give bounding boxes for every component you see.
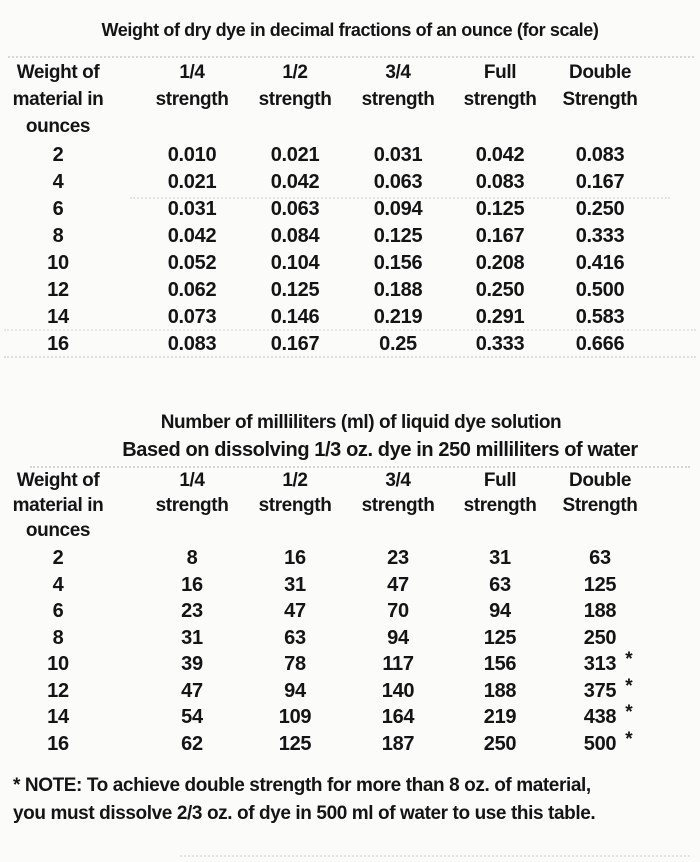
value-cell: 31 [489, 547, 511, 569]
value-cell: 0.25 [379, 333, 417, 355]
value-cell: 47 [181, 679, 203, 702]
value-cell: 0.146 [270, 306, 320, 328]
double-strength-asterisk: * [625, 675, 633, 697]
table2-body [0, 545, 700, 757]
value-cell: 250 [583, 626, 617, 649]
value-cell: 0.416 [575, 252, 625, 274]
value-cell: 23 [387, 547, 409, 569]
col-header-three-quarter-strength: 3/4 strength [361, 470, 435, 516]
value-cell: 94 [387, 626, 409, 649]
value-cell: 0.084 [270, 225, 320, 247]
value-cell: 31 [284, 573, 306, 596]
value-cell: 0.208 [475, 252, 525, 274]
table-row [0, 545, 700, 572]
value-cell: 0.666 [575, 333, 625, 355]
value-cell: 0.083 [167, 333, 217, 355]
value-cell: 117 [382, 653, 414, 675]
value-cell: 140 [381, 679, 415, 702]
value-cell: 0.167 [475, 225, 525, 247]
value-cell: 219 [483, 706, 517, 728]
value-cell: 0.291 [475, 306, 525, 328]
row-weight-oz: 10 [47, 653, 69, 675]
value-cell: 47 [387, 573, 409, 596]
value-cell: 438 * [583, 702, 633, 728]
col-header-half-strength: 1/2 strength [258, 62, 332, 110]
table-row [0, 277, 700, 304]
row-weight-oz: 6 [52, 198, 64, 220]
value-cell: 47 [284, 600, 306, 622]
double-strength-asterisk: * [625, 702, 633, 723]
table-row [0, 169, 700, 196]
value-cell: 0.219 [373, 306, 423, 328]
value-cell: 0.052 [167, 252, 217, 274]
value-cell: 0.021 [270, 144, 320, 166]
col-header-full-strength: Full strength [463, 470, 537, 516]
table-row [0, 142, 700, 169]
value-cell: 63 [489, 573, 511, 596]
table-row [0, 250, 700, 277]
value-cell: 0.333 [575, 225, 625, 247]
scan-artifact-line [130, 197, 670, 199]
row-weight-oz: 2 [52, 144, 64, 166]
value-cell: 187 [381, 732, 415, 755]
table-row [0, 704, 700, 731]
value-cell: 8 [186, 547, 198, 569]
value-cell: 0.042 [270, 171, 320, 193]
value-cell: 0.167 [270, 333, 320, 355]
row-weight-oz: 12 [47, 679, 69, 702]
note-line-1: * NOTE: To achieve double strength for more than 8 oz. of material, [13, 775, 591, 796]
table1-title: Weight of dry dye in decimal fractions of an ounce (for scale) [101, 20, 599, 40]
row-weight-oz: 14 [47, 306, 69, 328]
row-weight-oz: 4 [52, 171, 64, 193]
note-line-2: you must dissolve 2/3 oz. of dye in 500 ml of water to use this table. [13, 803, 596, 824]
value-cell: 0.063 [270, 198, 320, 220]
value-cell: 164 [381, 706, 415, 728]
row-weight-oz: 16 [47, 333, 69, 355]
col-header-double-strength: Double Strength [562, 470, 638, 516]
col-header-material-weight: Weight of material in ounces [12, 62, 104, 137]
value-cell: 54 [181, 706, 203, 728]
col-header-material-weight: Weight of material in ounces [12, 470, 104, 541]
table1-body [0, 142, 700, 358]
double-strength-asterisk: * [625, 728, 633, 750]
scan-artifact-line [4, 356, 696, 358]
double-strength-note [13, 772, 693, 828]
col-header-full-strength: Full strength [463, 62, 537, 110]
value-cell: 0.583 [575, 306, 625, 328]
value-cell: 31 [181, 626, 203, 649]
table-row [0, 728, 700, 758]
row-weight-oz: 8 [52, 225, 64, 247]
table-row [0, 675, 700, 705]
table2-header-row [0, 468, 700, 545]
double-strength-asterisk: * [625, 649, 633, 670]
value-cell: 0.125 [373, 225, 423, 247]
value-cell: 0.250 [475, 279, 525, 301]
value-cell: 250 [483, 732, 517, 755]
col-header-quarter-strength: 1/4 strength [155, 62, 229, 110]
value-cell: 0.125 [270, 279, 320, 301]
value-cell: 63 [589, 547, 611, 569]
value-cell: 156 [483, 653, 517, 675]
row-weight-oz: 10 [47, 252, 69, 274]
value-cell: 125 [278, 732, 312, 755]
value-cell: 0.031 [373, 144, 423, 166]
table-row [0, 651, 700, 678]
value-cell: 23 [181, 600, 203, 622]
value-cell: 16 [284, 547, 306, 569]
value-cell: 125 [483, 626, 517, 649]
value-cell: 0.083 [575, 144, 625, 166]
value-cell: 0.042 [167, 225, 217, 247]
table-row [0, 572, 700, 599]
table-row [0, 625, 700, 652]
table-row [0, 196, 700, 223]
value-cell: 78 [284, 653, 306, 675]
value-cell: 0.010 [167, 144, 217, 166]
value-cell: 188 [483, 679, 517, 702]
col-header-three-quarter-strength: 3/4 strength [361, 62, 435, 110]
table-row [0, 598, 700, 625]
table1-header-row [0, 59, 700, 142]
table-row [0, 304, 700, 331]
table2-title: Number of milliliters (ml) of liquid dye solution [160, 412, 562, 433]
row-weight-oz: 6 [52, 600, 64, 622]
row-weight-oz: 8 [52, 626, 64, 649]
table-row [0, 223, 700, 250]
value-cell: 375 * [583, 675, 633, 702]
value-cell: 313 * [583, 649, 633, 675]
value-cell: 0.042 [475, 144, 525, 166]
value-cell: 0.073 [167, 306, 217, 328]
value-cell: 63 [284, 626, 306, 649]
col-header-quarter-strength: 1/4 strength [155, 470, 229, 516]
value-cell: 94 [284, 679, 306, 702]
value-cell: 0.500 [575, 279, 625, 301]
row-weight-oz: 16 [47, 732, 69, 755]
value-cell: 0.333 [475, 333, 525, 355]
value-cell: 62 [181, 732, 203, 755]
value-cell: 500 * [583, 728, 633, 755]
value-cell: 0.083 [475, 171, 525, 193]
value-cell: 0.062 [167, 279, 217, 301]
table-row [0, 331, 700, 358]
value-cell: 0.188 [373, 279, 423, 301]
value-cell: 0.250 [575, 198, 625, 220]
value-cell: 0.167 [575, 171, 625, 193]
scan-artifact-line [8, 56, 694, 58]
value-cell: 0.021 [167, 171, 217, 193]
value-cell: 16 [181, 573, 203, 596]
scan-artifact-line [180, 855, 690, 857]
row-weight-oz: 12 [47, 279, 69, 301]
value-cell: 0.031 [167, 198, 217, 220]
scan-artifact-line [4, 329, 696, 331]
value-cell: 0.094 [373, 198, 423, 220]
row-weight-oz: 2 [52, 547, 64, 569]
value-cell: 188 [583, 600, 617, 622]
value-cell: 109 [278, 706, 312, 728]
dry-dye-weight-table [0, 59, 700, 358]
row-weight-oz: 14 [47, 706, 69, 728]
value-cell: 0.156 [373, 252, 423, 274]
table2-subtitle: Based on dissolving 1/3 oz. dye in 250 milliliters of water [122, 439, 638, 461]
row-weight-oz: 4 [52, 573, 64, 596]
value-cell: 94 [489, 600, 511, 622]
col-header-double-strength: Double Strength [562, 62, 638, 110]
value-cell: 39 [181, 653, 203, 675]
value-cell: 0.063 [373, 171, 423, 193]
value-cell: 0.125 [475, 198, 525, 220]
liquid-dye-ml-table [0, 468, 700, 757]
value-cell: 70 [387, 600, 409, 622]
col-header-half-strength: 1/2 strength [258, 470, 332, 516]
value-cell: 125 [583, 573, 617, 596]
value-cell: 0.104 [270, 252, 320, 274]
